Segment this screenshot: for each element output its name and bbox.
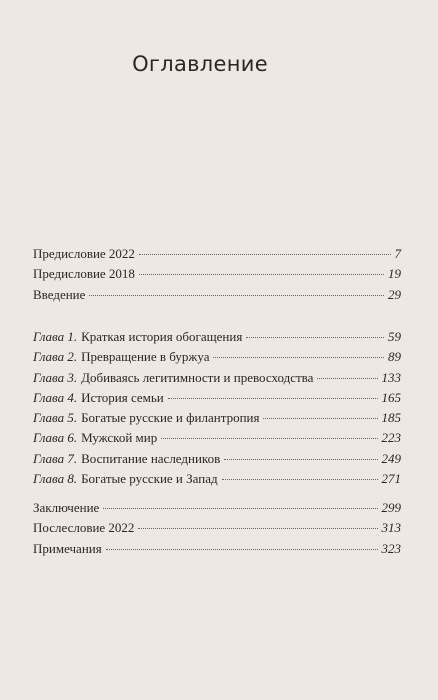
leader-dots	[263, 418, 377, 419]
chapter-prefix: Глава 2.	[33, 349, 78, 365]
page-number: 271	[381, 471, 401, 487]
page-number: 89	[388, 349, 401, 365]
chapter-prefix: Глава 8.	[33, 471, 78, 487]
entry-title: Превращение в буржуа	[81, 349, 210, 365]
chapter-prefix: Глава 4.	[33, 389, 78, 405]
entry-title: Предисловие 2018	[33, 266, 135, 282]
chapter-prefix: Глава 6.	[33, 430, 78, 446]
entry-title: Предисловие 2022	[33, 246, 135, 261]
entry-title: Мужской мир	[81, 430, 158, 446]
toc-entry[interactable]	[33, 428, 401, 448]
leader-dots	[103, 508, 377, 509]
entry-title: Послесловие 2022	[33, 520, 135, 536]
toc-entry[interactable]	[33, 498, 401, 518]
page-number: 165	[381, 389, 401, 405]
toc-chapters	[33, 327, 401, 489]
page-title: Оглавление	[132, 52, 268, 76]
page-number: 223	[381, 430, 401, 446]
leader-dots	[138, 528, 377, 529]
page-number: 19	[388, 266, 401, 282]
entry-title: Введение	[33, 286, 86, 302]
entry-title: Богатые русские и филантропия	[81, 410, 260, 426]
leader-dots	[168, 398, 378, 399]
leader-dots	[213, 357, 384, 358]
leader-dots	[222, 479, 378, 480]
toc-entry[interactable]	[33, 347, 401, 367]
toc-entry[interactable]	[33, 518, 401, 538]
entry-title: Краткая история обогащения	[81, 329, 243, 344]
leader-dots	[317, 378, 377, 379]
page-number: 313	[381, 520, 401, 536]
leader-dots	[246, 337, 384, 338]
leader-dots	[224, 459, 377, 460]
toc-entry[interactable]	[33, 449, 401, 469]
leader-dots	[89, 295, 384, 296]
leader-dots	[106, 549, 378, 550]
entry-title: История семьи	[81, 389, 164, 405]
toc-entry[interactable]	[33, 388, 401, 408]
leader-dots	[139, 254, 391, 255]
page-number: 29	[388, 286, 401, 302]
toc-entry[interactable]	[33, 327, 401, 347]
entry-title: Заключение	[33, 500, 100, 515]
toc-front-matter	[33, 244, 401, 305]
toc-entry[interactable]	[33, 408, 401, 428]
toc-entry[interactable]	[33, 244, 401, 264]
page-number: 323	[381, 540, 401, 556]
toc-entry[interactable]	[33, 285, 401, 305]
toc-back-matter	[33, 498, 401, 559]
entry-title: Добиваясь легитимности и превосходства	[81, 369, 314, 385]
toc-entry[interactable]	[33, 368, 401, 388]
page-number: 133	[381, 369, 401, 385]
entry-title: Воспитание наследников	[81, 450, 221, 466]
toc-entry[interactable]	[33, 539, 401, 559]
page-number: 185	[381, 410, 401, 426]
leader-dots	[139, 274, 384, 275]
toc-entry[interactable]	[33, 469, 401, 489]
chapter-prefix: Глава 5.	[33, 410, 78, 426]
page-number: 59	[388, 329, 401, 344]
page-number: 7	[394, 246, 401, 261]
entry-title: Примечания	[33, 540, 102, 556]
chapter-prefix: Глава 7.	[33, 450, 78, 466]
page-number: 249	[381, 450, 401, 466]
page-number: 299	[381, 500, 401, 515]
leader-dots	[161, 438, 377, 439]
chapter-prefix: Глава 1.	[33, 329, 78, 344]
entry-title: Богатые русские и Запад	[81, 471, 218, 487]
toc-entry[interactable]	[33, 264, 401, 284]
chapter-prefix: Глава 3.	[33, 369, 78, 385]
